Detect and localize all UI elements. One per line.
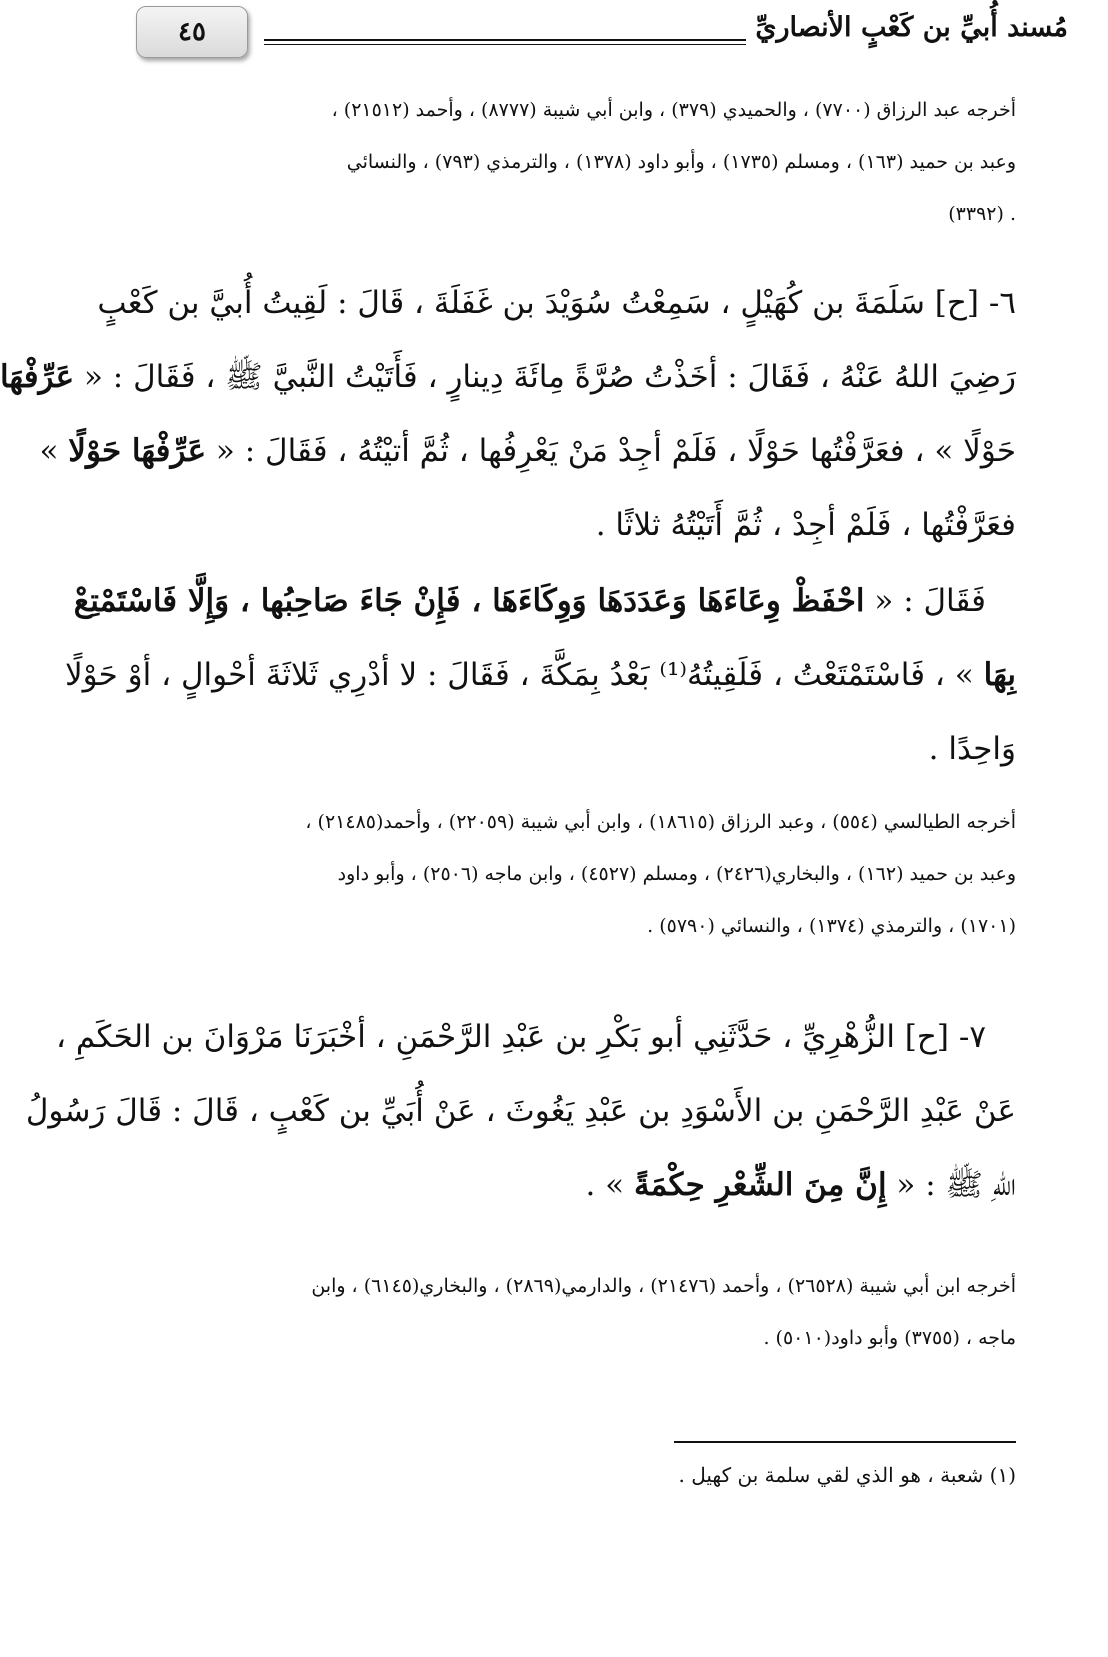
takhrij-line: أخرجه عبد الرزاق (٧٧٠٠) ، والحميدي (٣٧٩) ، وابن أبي شيبة (٨٧٧٧) ، وأحمد (٢١٥١٢) ،: [331, 99, 1016, 121]
hadith-line: [136, 1148, 1016, 1222]
prophetic-quote: إِنَّ مِنَ الشِّعْرِ حِكْمَةً: [634, 1167, 887, 1203]
hadith-text: عَنْ عَبْدِ الرَّحْمَنِ بن الأَسْوَدِ بن عَبْدِ يَغُوثَ ، عَنْ أُبَيِّ بن كَعْبٍ ، قَالَ : قَالَ رَسُولُ: [25, 1093, 1016, 1129]
prophetic-quote: احْفَظْ وِعَاءَهَا وَعَدَدَهَا وَوِكَاءَهَا ، فَإِنْ جَاءَ صَاحِبُها ، وَإِلَّا فَاسْتَمْتِعْ: [73, 583, 865, 619]
hadith-text: »: [39, 433, 69, 469]
hadith-text: ٦- [ح] سَلَمَةَ بن كُهَيْلٍ ، سَمِعْتُ سُوَيْدَ بن غَفَلَةَ ، قَالَ : لَقِيتُ أُبيَّ بن كَعْبٍ: [97, 285, 1016, 321]
takhrij-line: أخرجه الطيالسي (٥٥٤) ، وعبد الرزاق (١٨٦١٥) ، وابن أبي شيبة (٢٢٠٥٩) ، وأحمد(٢١٤٨٥) ،: [305, 811, 1016, 833]
hadith-line: [64, 638, 1016, 712]
hadith-text: » .: [585, 1167, 634, 1203]
takhrij-line: (١٧٠١) ، والترمذي (١٣٧٤) ، والنسائي (٥٧٩٠) .: [647, 915, 1016, 937]
takhrij-block-7: [136, 1260, 1016, 1364]
hadith-text: ٧- [ح] الزُّهْرِيِّ ، حَدَّثَنِي أبو بَكْرِ بن عَبْدِ الرَّحْمَنِ ، أخْبَرَنَا مَرْوَانَ بن الحَكَمِ ،: [55, 1019, 986, 1055]
header-rule: [264, 39, 746, 45]
hadith-7: [25, 1000, 1016, 1222]
hadith-6-continuation: [64, 564, 1016, 786]
hadith-line: [39, 414, 1016, 488]
footnote: (١) شعبة ، هو الذي لقي سلمة بن كهيل .: [678, 1463, 1016, 1487]
hadith-line: [0, 340, 1016, 414]
footnote-separator: [674, 1441, 1016, 1443]
hadith-line: [25, 1074, 1016, 1148]
takhrij-block-5: [136, 84, 1016, 240]
hadith-text: اللهِ ﷺ : «: [886, 1167, 1016, 1203]
takhrij-block-6: [136, 796, 1016, 952]
takhrij-line: ماجه ، (٣٧٥٥) وأبو داود(٥٠١٠) .: [763, 1327, 1016, 1349]
prophetic-quote: بِهَا: [983, 657, 1016, 693]
hadith-text: حَوْلًا » ، فعَرَّفْتُها حَوْلًا ، فَلَمْ أجِدْ مَنْ يَعْرِفُها ، ثُمَّ أتيْتُهُ ، فَقَالَ : «: [206, 433, 1016, 469]
hadith-line: [73, 564, 1016, 638]
page-number-badge: [136, 6, 248, 58]
takhrij-line: . (٣٣٩٢): [948, 203, 1016, 225]
hadith-text: » ، فَاسْتَمْتَعْتُ ، فَلَقِيتُهُ⁽¹⁾ بَعْدُ بِمَكَّةَ ، فَقَالَ : لا أدْرِي ثَلاثَةَ أحْوالٍ ، أوْ حَوْلًا: [64, 657, 974, 693]
takhrij-line: وعبد بن حميد (١٦٣) ، ومسلم (١٧٣٥) ، وأبو داود (١٣٧٨) ، والترمذي (٧٩٣) ، والنسائي: [346, 151, 1016, 173]
hadith-text: فعَرَّفْتُها ، فَلَمْ أجِدْ ، ثُمَّ أَتَيْتُهُ ثلاثًا .: [595, 507, 1016, 543]
hadith-text: فَقَالَ : «: [864, 583, 986, 619]
page-number: ٤٥: [178, 17, 206, 47]
takhrij-line: وعبد بن حميد (١٦٢) ، والبخاري(٢٤٢٦) ، ومسلم (٤٥٢٧) ، وابن ماجه (٢٥٠٦) ، وأبو داود: [337, 863, 1016, 885]
prophetic-quote: عَرِّفْهَا حَوْلًا: [68, 433, 207, 469]
page-header: [136, 6, 1068, 64]
takhrij-line: أخرجه ابن أبي شيبة (٢٦٥٢٨) ، وأحمد (٢١٤٧٦) ، والدارمي(٢٨٦٩) ، والبخاري(٦١٤٥) ، وابن: [311, 1275, 1016, 1297]
hadith-line: [55, 1000, 1016, 1074]
hadith-line: [136, 488, 1016, 562]
hadith-line: [136, 712, 1016, 786]
hadith-text: رَضِيَ اللهُ عَنْهُ ، فَقَالَ : أخَذْتُ صُرَّةً مِائَةَ دِينارٍ ، فَأَتَيْتُ النَّبيَّ ﷺ ، فَقَالَ : «: [74, 359, 1016, 395]
hadith-6: [0, 266, 1016, 562]
running-title: مُسند أُبيِّ بن كَعْبٍ الأنصاريِّ: [755, 12, 1068, 43]
hadith-text: وَاحِدًا .: [928, 731, 1016, 767]
prophetic-quote: عَرِّفْهَا: [0, 359, 75, 395]
hadith-line: [97, 266, 1016, 340]
